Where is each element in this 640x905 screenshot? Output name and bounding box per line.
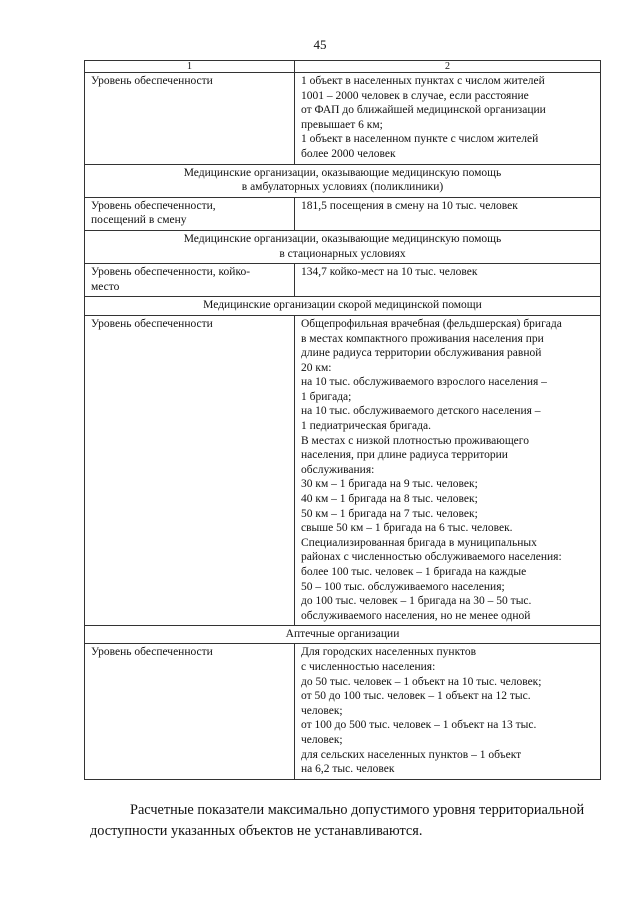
value-line: 1001 – 2000 человек в случае, если расстояние — [301, 89, 529, 102]
value-line: 1 бригада; — [301, 390, 352, 403]
value-line: 50 км – 1 бригада на 7 тыс. человек; — [301, 507, 478, 520]
value-line: 50 – 100 тыс. обслуживаемого населения; — [301, 580, 505, 593]
section-header-outpatient — [85, 164, 601, 197]
section-header-ambulance: Медицинские организации скорой медицинской помощи — [85, 297, 601, 316]
row-label: Уровень обеспеченности — [85, 644, 295, 779]
table-row — [85, 197, 601, 230]
section-line: в стационарных условиях — [279, 247, 406, 260]
footer-line: Расчетные показатели максимально допустимого уровня территориальной — [130, 802, 585, 818]
column-header-1: 1 — [85, 61, 295, 73]
row-value — [295, 644, 601, 779]
section-line: Медицинские организации, оказывающие медицинскую помощь — [183, 166, 502, 179]
value-line: с численностью населения: — [301, 660, 436, 673]
value-line: Общепрофильная врачебная (фельдшерская) бригада — [301, 317, 562, 330]
value-line: от 100 до 500 тыс. человек – 1 объект на 13 тыс. — [301, 719, 537, 732]
row-label — [85, 264, 295, 297]
value-line: В местах с низкой плотностью проживающего — [301, 434, 529, 447]
value-line: превышает 6 км; — [301, 118, 383, 131]
table-row — [85, 644, 601, 779]
value-line: человек; — [301, 733, 343, 746]
section-header-row — [85, 164, 601, 197]
value-line: длине радиуса территории обслуживания равной — [301, 347, 542, 360]
value-line: 40 км – 1 бригада на 8 тыс. человек; — [301, 493, 478, 506]
row-value — [295, 73, 601, 165]
label-line: Уровень обеспеченности, — [91, 199, 216, 212]
label-line: посещений в смену — [91, 214, 187, 227]
section-line: Медицинские организации, оказывающие медицинскую помощь — [183, 232, 502, 245]
section-header-row — [85, 230, 601, 263]
value-line: 30 км – 1 бригада на 9 тыс. человек; — [301, 478, 478, 491]
section-header-pharmacy: Аптечные организации — [85, 625, 601, 644]
table-row — [85, 73, 601, 165]
value-line: человек; — [301, 704, 343, 717]
value-line: на 6,2 тыс. человек — [301, 763, 395, 776]
value-line: от ФАП до ближайшей медицинской организации — [301, 104, 546, 117]
footer-paragraph — [90, 800, 602, 842]
row-label: Уровень обеспеченности — [85, 315, 295, 625]
value-line: в местах компактного проживания населения при — [301, 332, 544, 345]
value-line: на 10 тыс. обслуживаемого взрослого населения – — [301, 376, 547, 389]
norms-table — [84, 60, 601, 780]
section-header-inpatient — [85, 230, 601, 263]
value-line: для сельских населенных пунктов – 1 объект — [301, 748, 522, 761]
row-value: 181,5 посещения в смену на 10 тыс. человек — [295, 197, 601, 230]
row-value — [295, 315, 601, 625]
value-line: от 50 до 100 тыс. человек – 1 объект на 12 тыс. — [301, 690, 531, 703]
table-row — [85, 315, 601, 625]
page-number: 45 — [313, 37, 327, 52]
section-line: в амбулаторных условиях (поликлиники) — [241, 181, 444, 194]
label-line: Уровень обеспеченности, койко- — [91, 266, 251, 279]
value-line: Специализированная бригада в муниципальных — [301, 536, 537, 549]
footer-line: доступности указанных объектов не устанавливаются. — [90, 823, 423, 839]
row-value: 134,7 койко-мест на 10 тыс. человек — [295, 264, 601, 297]
value-line: до 100 тыс. человек – 1 бригада на 30 – 50 тыс. — [301, 595, 532, 608]
value-line: 1 объект в населенных пунктах с числом жителей — [301, 75, 545, 87]
value-line: Для городских населенных пунктов — [301, 646, 477, 659]
label-line: место — [91, 280, 120, 293]
value-line: 1 педиатрическая бригада. — [301, 420, 431, 433]
section-header-row — [85, 297, 601, 316]
value-line: 20 км: — [301, 361, 332, 374]
value-line: на 10 тыс. обслуживаемого детского населения – — [301, 405, 541, 418]
value-line: более 100 тыс. человек – 1 бригада на каждые — [301, 566, 527, 578]
value-line: обслуживаемого населения, но не менее одной — [301, 609, 531, 622]
value-line: 1 объект в населенном пункте с числом жителей — [301, 133, 539, 146]
row-label — [85, 197, 295, 230]
value-line: населения, при длине радиуса территории — [301, 449, 508, 462]
column-header-2: 2 — [295, 61, 601, 73]
table-row — [85, 264, 601, 297]
section-header-row — [85, 625, 601, 644]
row-label: Уровень обеспеченности — [85, 73, 295, 165]
value-line: более 2000 человек — [301, 147, 396, 160]
value-line: обслуживания: — [301, 463, 375, 476]
value-line: районах с численностью обслуживаемого населения: — [301, 551, 562, 564]
table-header-row — [85, 61, 601, 73]
value-line: до 50 тыс. человек – 1 объект на 10 тыс. человек; — [301, 675, 542, 688]
value-line: свыше 50 км – 1 бригада на 6 тыс. человек. — [301, 522, 513, 535]
